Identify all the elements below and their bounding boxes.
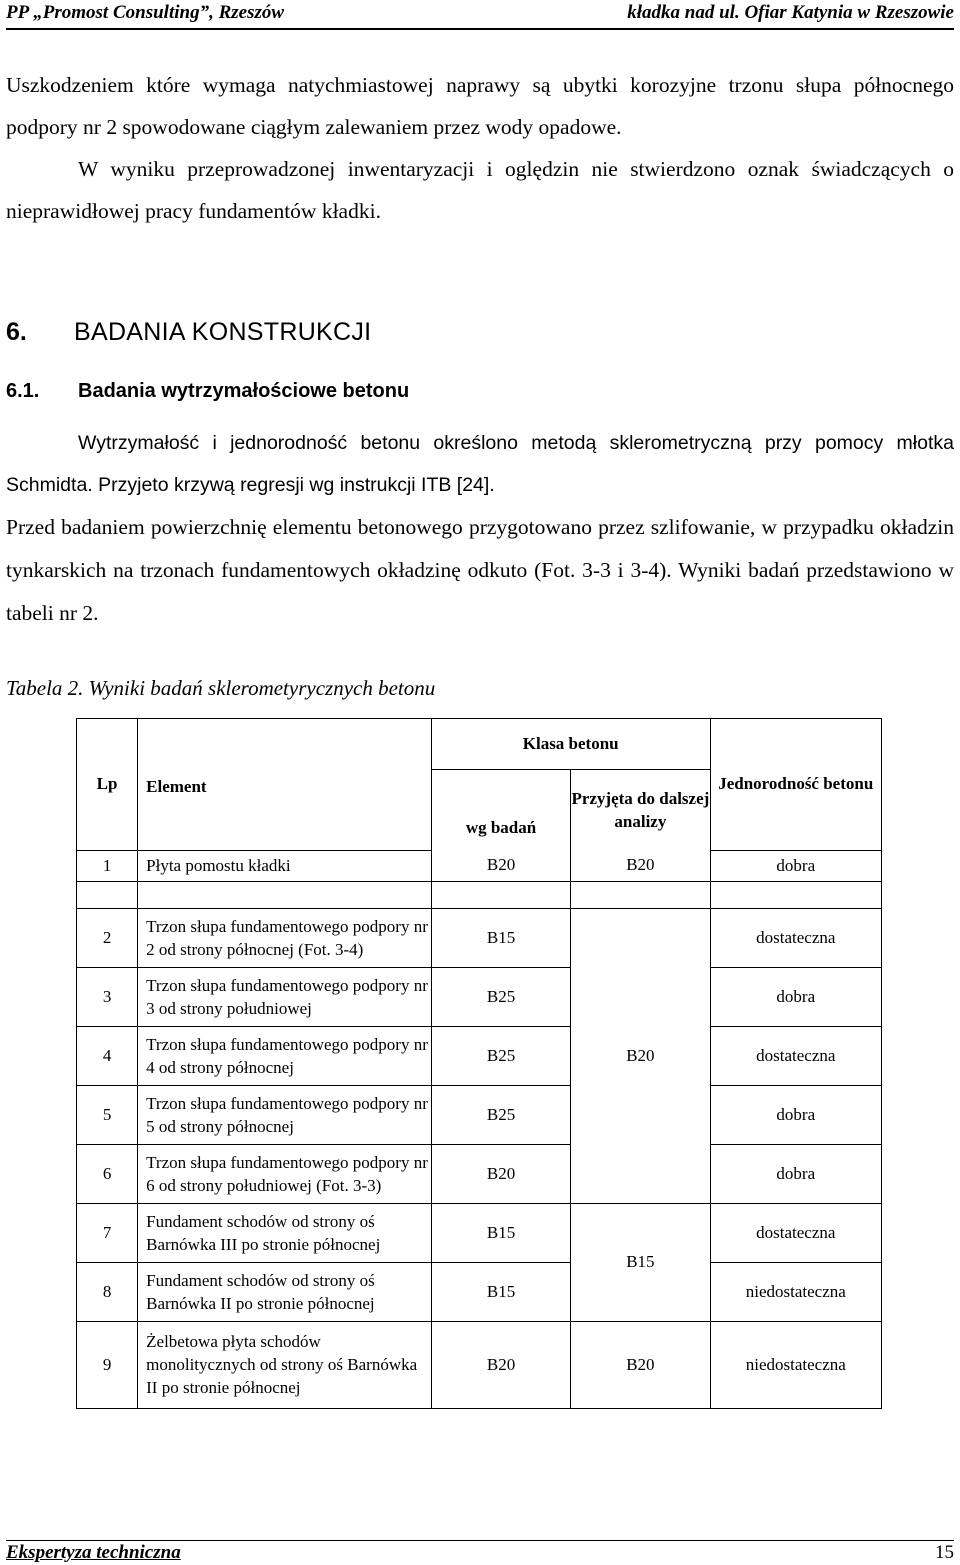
subsection-title: Badania wytrzymałościowe betonu (78, 380, 410, 402)
row-element: Płyta pomostu kładki (138, 850, 432, 881)
table-row (77, 1026, 882, 1085)
section-title: BADANIA KONSTRUKCJI (74, 318, 372, 346)
header-lp: Lp (77, 719, 138, 851)
row-jednorodnosc: dostateczna (710, 1203, 881, 1262)
table-header-row (77, 719, 882, 770)
row-element: Trzon słupa fundamentowego podpory nr 6 od strony południowej (Fot. 3-3) (138, 1144, 432, 1203)
row-element: Trzon słupa fundamentowego podpory nr 3 od strony południowej (138, 967, 432, 1026)
row-jednorodnosc: dobra (710, 1144, 881, 1203)
body-first-sentence: Wytrzymałość i jednorodność betonu określono metodą sklerometryczną przy pomocy młotka Schmidta. Przyjeto krzywą regresji wg instrukcji ITB [24]. (6, 432, 954, 496)
row-lp: 1 (77, 850, 138, 881)
results-table (76, 718, 882, 1409)
header-przyjeta: Przyjęta do dalszej analizy (571, 770, 710, 851)
row-lp: 7 (77, 1203, 138, 1262)
subsection-heading (6, 380, 409, 403)
row-jednorodnosc: niedostateczna (710, 1262, 881, 1321)
header-wg-badan: wg badań (431, 770, 570, 851)
intro-paragraph (6, 64, 954, 232)
row-wg: B25 (431, 1085, 570, 1144)
row-lp: 8 (77, 1262, 138, 1321)
row-element: Trzon słupa fundamentowego podpory nr 4 od strony północnej (138, 1026, 432, 1085)
table-gap (77, 881, 882, 908)
row-wg: B20 (431, 1144, 570, 1203)
row-lp: 9 (77, 1321, 138, 1408)
row-jednorodnosc: dostateczna (710, 1026, 881, 1085)
header-jednorodnosc: Jednorodność betonu (710, 719, 881, 851)
row-lp: 6 (77, 1144, 138, 1203)
header-company: PP „Promost Consulting”, Rzeszów (6, 2, 285, 23)
body-paragraph (6, 422, 954, 635)
row-jednorodnosc: niedostateczna (710, 1321, 881, 1408)
footer-rule (6, 1540, 954, 1541)
row-element: Żelbetowa płyta schodów monolitycznych od strony oś Barnówka II po stronie północnej (138, 1321, 432, 1408)
row-przyjeta: B20 (571, 1321, 710, 1408)
row-wg: B15 (431, 1203, 570, 1262)
row-lp: 4 (77, 1026, 138, 1085)
table-row (77, 908, 882, 967)
table-row (77, 1203, 882, 1262)
row-lp: 5 (77, 1085, 138, 1144)
header-element: Element (138, 719, 432, 851)
table-caption: Tabela 2. Wyniki badań sklerometyrycznych betonu (6, 676, 436, 700)
header-klasa: Klasa betonu (431, 719, 710, 770)
row-jednorodnosc: dobra (710, 850, 881, 881)
row-jednorodnosc: dobra (710, 967, 881, 1026)
header-project: kładka nad ul. Ofiar Katynia w Rzeszowie (627, 2, 954, 23)
row-element: Fundament schodów od strony oś Barnówka II po stronie północnej (138, 1262, 432, 1321)
row-przyjeta: B20 (571, 850, 710, 881)
row-element: Fundament schodów od strony oś Barnówka III po stronie północnej (138, 1203, 432, 1262)
row-przyjeta-group: B15 (571, 1203, 710, 1321)
section-number: 6. (6, 318, 27, 346)
table-row (77, 967, 882, 1026)
row-element: Trzon słupa fundamentowego podpory nr 2 od strony północnej (Fot. 3-4) (138, 908, 432, 967)
row-wg: B15 (431, 1262, 570, 1321)
page-header (6, 0, 954, 30)
table-row (77, 1321, 882, 1408)
header-rule (6, 28, 954, 30)
row-lp: 2 (77, 908, 138, 967)
row-lp: 3 (77, 967, 138, 1026)
table-row (77, 850, 882, 881)
row-wg: B15 (431, 908, 570, 967)
row-wg: B25 (431, 1026, 570, 1085)
row-element: Trzon słupa fundamentowego podpory nr 5 od strony północnej (138, 1085, 432, 1144)
row-wg: B20 (431, 1321, 570, 1408)
row-jednorodnosc: dostateczna (710, 908, 881, 967)
table-row (77, 1085, 882, 1144)
page-number: 15 (935, 1542, 954, 1563)
row-przyjeta-group: B20 (571, 908, 710, 1203)
intro-sentence-2: W wyniku przeprowadzonej inwentaryzacji i oględzin nie stwierdzono oznak świadczących o nieprawidłowej pracy fundamentów kładki. (6, 157, 954, 223)
subsection-number: 6.1. (6, 380, 40, 402)
body-rest: Przed badaniem powierzchnię elementu betonowego przygotowano przez szlifowanie, w przypadku okładzin tynkarskich na trzonach fundamentowych okładzinę odkuto (Fot. 3-3 i 3-4). Wyniki badań przedstawiono w tabeli nr 2. (6, 515, 954, 625)
section-heading (6, 318, 371, 347)
row-wg: B20 (431, 850, 570, 881)
intro-sentence-1: Uszkodzeniem które wymaga natychmiastowej naprawy są ubytki korozyjne trzonu słupa północnego podpory nr 2 spowodowane ciągłym zalewaniem przez wody opadowe. (6, 73, 954, 139)
table-row (77, 1144, 882, 1203)
table-row (77, 1262, 882, 1321)
row-wg: B25 (431, 967, 570, 1026)
row-jednorodnosc: dobra (710, 1085, 881, 1144)
footer-title: Ekspertyza techniczna (6, 1542, 181, 1563)
